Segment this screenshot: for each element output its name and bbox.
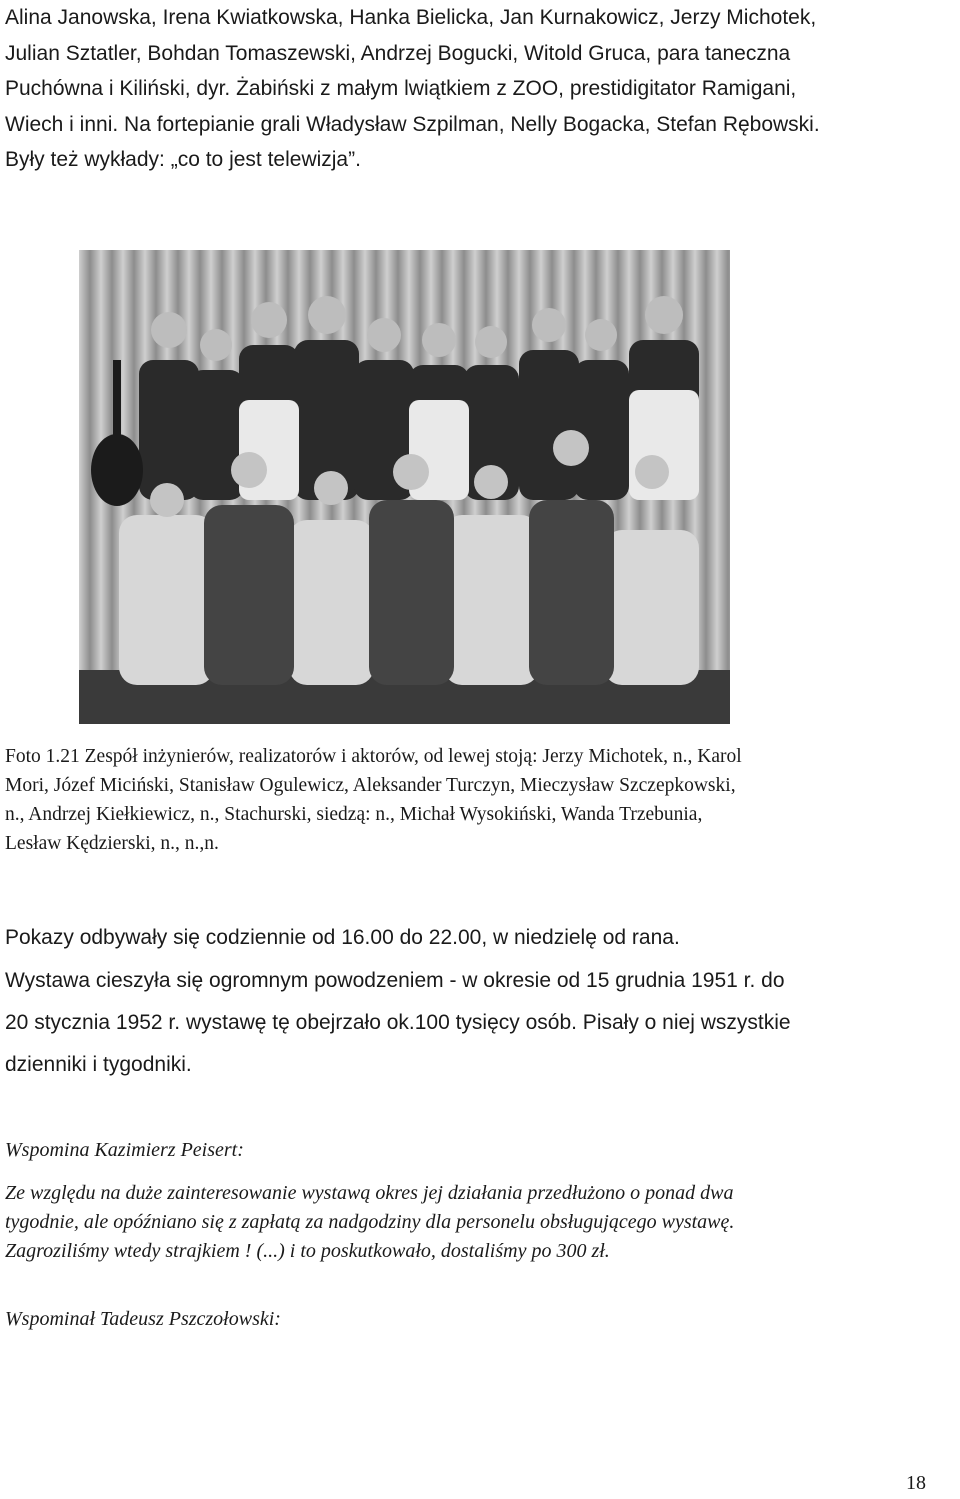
quote-line: Ze względu na duże zainteresowanie wystawą okres jej działania przedłużono o ponad dwa — [5, 1182, 734, 1204]
caption-line: n., Andrzej Kiełkiewicz, n., Stachurski, siedzą: n., Michał Wysokiński, Wanda Trzebunia, — [5, 804, 703, 825]
quote-intro-line: Wspominał Tadeusz Pszczołowski: — [5, 1308, 281, 1330]
intro-line: Były też wykłady: „co to jest telewizja”. — [5, 148, 361, 171]
quote-intro-peisert — [5, 1136, 244, 1165]
quote-line: tygodnie, ale opóźniano się z zapłatą za nadgodziny dla personelu obsługującego wystawę. — [5, 1211, 735, 1233]
group-photo — [79, 250, 730, 724]
photo-caption — [5, 742, 742, 858]
paragraph-line: Wystawa cieszyła się ogromnym powodzeniem - w okresie od 15 grudnia 1951 r. do — [5, 969, 785, 992]
quote-line: Zagroziliśmy wtedy strajkiem ! (...) i to poskutkowało, dostaliśmy po 300 zł. — [5, 1240, 610, 1262]
caption-line: Mori, Józef Miciński, Stanisław Ogulewicz, Aleksander Turczyn, Mieczysław Szczepkowski, — [5, 775, 736, 796]
page-number: 18 — [906, 1472, 926, 1494]
paragraph-line: Pokazy odbywały się codziennie od 16.00 do 22.00, w niedzielę od rana. — [5, 926, 680, 949]
paragraph-exhibition — [5, 960, 791, 1086]
caption-line: Lesław Kędzierski, n., n.,n. — [5, 833, 219, 854]
intro-paragraph — [5, 0, 955, 178]
caption-line: Foto 1.21 Zespół inżynierów, realizatorów i aktorów, od lewej stoją: Jerzy Michotek, n., Karol — [5, 746, 742, 767]
intro-line: Julian Sztatler, Bohdan Tomaszewski, Andrzej Bogucki, Witold Gruca, para taneczna — [5, 41, 791, 65]
quote-intro-pszczolowski — [5, 1305, 281, 1334]
intro-line: Alina Janowska, Irena Kwiatkowska, Hanka Bielicka, Jan Kurnakowicz, Jerzy Michotek, — [5, 6, 817, 29]
paragraph-line: dzienniki i tygodniki. — [5, 1053, 192, 1076]
intro-line: Puchówna i Kiliński, dyr. Żabiński z małym lwiątkiem z ZOO, prestidigitator Ramigani, — [5, 77, 797, 100]
quote-intro-line: Wspomina Kazimierz Peisert: — [5, 1139, 244, 1161]
paragraph-shows — [5, 917, 680, 959]
paragraph-line: 20 stycznia 1952 r. wystawę tę obejrzało ok.100 tysięcy osób. Pisały o niej wszystkie — [5, 1011, 791, 1034]
group-photo-icon — [79, 250, 730, 724]
intro-line: Wiech i inni. Na fortepianie grali Władysław Szpilman, Nelly Bogacka, Stefan Rębowski. — [5, 112, 820, 136]
quote-peisert — [5, 1179, 734, 1266]
